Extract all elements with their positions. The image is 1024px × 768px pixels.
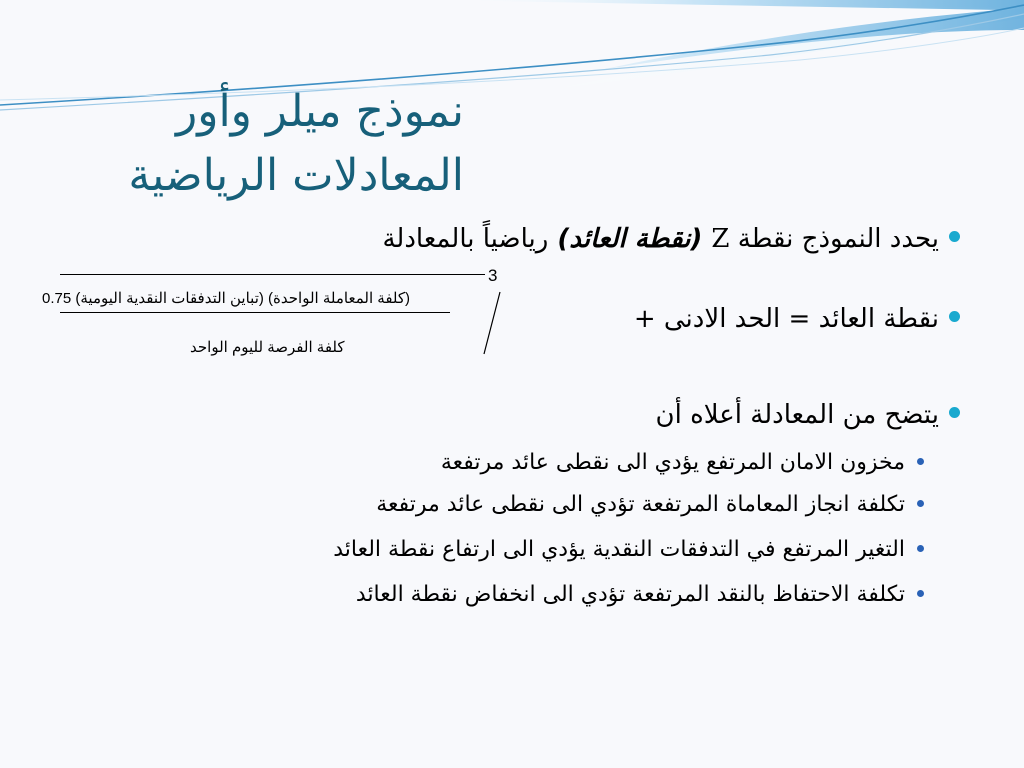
numerator-coefficient: 0.75 (42, 290, 72, 307)
sub-bullet-dot-icon (917, 545, 924, 552)
sub-bullet-4 (356, 580, 924, 610)
bullet-dot-icon (949, 231, 960, 242)
root-index: 3 (488, 266, 498, 285)
bullet-3 (656, 398, 960, 432)
sub-bullet-dot-icon (917, 500, 924, 507)
sub-bullet-4-text: تكلفة الاحتفاظ بالنقد المرتفعة تؤدي الى انخفاض نقطة العائد (355, 582, 905, 607)
numerator-terms: (كلفة المعاملة الواحدة) (تباين التدفقات النقدية اليومية) (75, 290, 411, 307)
bullet-2 (634, 302, 960, 336)
sub-bullet-3 (333, 535, 924, 565)
bullet-1-italic: (نقطة العائد) (548, 224, 712, 254)
cube-root-formula (0, 262, 520, 362)
title-line-1: نموذج ميلر وأور (175, 86, 464, 137)
bullet-1-z: Z (711, 224, 730, 254)
bullet-1 (382, 222, 960, 256)
slide-title (128, 80, 464, 208)
formula-numerator (36, 289, 410, 307)
sub-bullet-dot-icon (917, 458, 924, 465)
sub-bullet-1-text: مخزون الامان المرتفع يؤدي الى نقطى عائد مرتفعة (440, 450, 905, 475)
bullet-3-text: يتضح من المعادلة أعلاه أن (655, 400, 939, 430)
bullet-1-text-b: رياضياً بالمعادلة (382, 224, 549, 254)
radical-sign-icon (480, 284, 504, 356)
sub-bullet-2 (376, 490, 924, 520)
sub-bullet-3-text: التغير المرتفع في التدفقات النقدية يؤدي الى ارتفاع نقطة العائد (333, 537, 905, 562)
bullet-2-text: نقطة العائد = الحد الادنى + (633, 304, 939, 334)
bullet-dot-icon (949, 407, 960, 418)
sub-bullet-2-text: تكلفة انجاز المعاماة المرتفعة تؤدي الى نقطى عائد مرتفعة (376, 492, 905, 517)
title-line-2: المعادلات الرياضية (128, 150, 464, 201)
sub-bullet-1 (441, 448, 924, 478)
bullet-dot-icon (949, 311, 960, 322)
sub-bullet-dot-icon (917, 590, 924, 597)
fraction-bar (60, 312, 450, 313)
bullet-1-text-a: يحدد النموذج نقطة (729, 224, 939, 254)
formula-denominator: كلفة الفرصة لليوم الواحد (190, 339, 345, 356)
root-vinculum (60, 274, 485, 275)
